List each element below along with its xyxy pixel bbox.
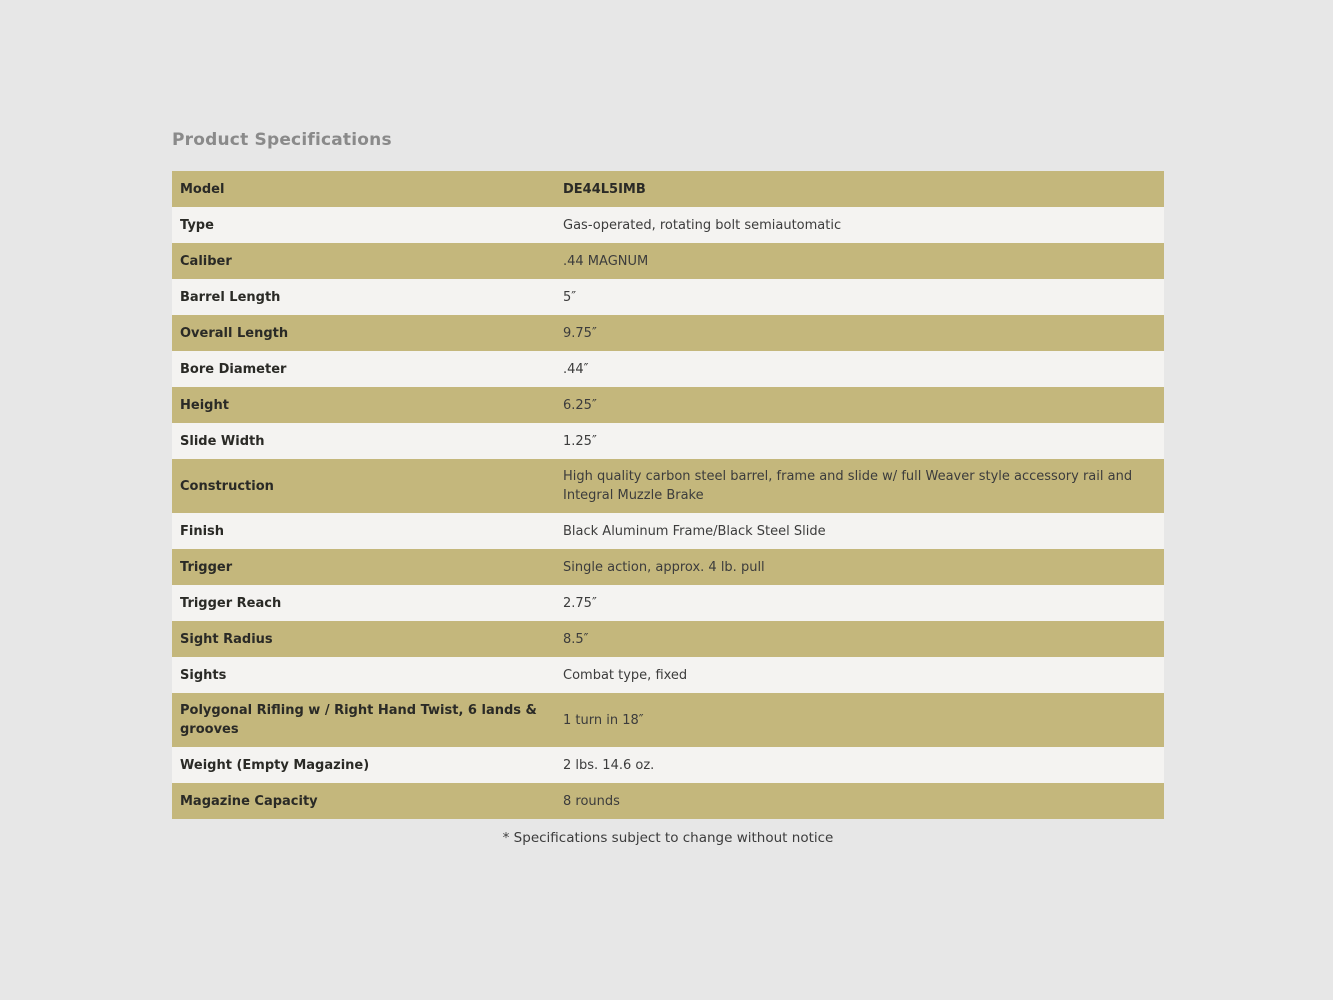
spec-row <box>172 657 1164 693</box>
spec-row <box>172 207 1164 243</box>
spec-row <box>172 171 1164 207</box>
spec-value: 1 turn in 18″ <box>563 712 644 728</box>
spec-value: Combat type, fixed <box>563 667 688 683</box>
spec-label: Type <box>180 217 214 233</box>
spec-label: Magazine Capacity <box>180 793 318 809</box>
product-specs-section <box>172 130 1164 846</box>
spec-row <box>172 693 1164 747</box>
spec-row <box>172 783 1164 819</box>
spec-value: High quality carbon steel barrel, frame and slide w/ full Weaver style accessory rail and Integral Muzzle Brake <box>563 469 1133 503</box>
spec-row <box>172 387 1164 423</box>
spec-label: Bore Diameter <box>180 361 287 377</box>
spec-row <box>172 747 1164 783</box>
spec-value: .44″ <box>563 361 589 377</box>
spec-value: 8.5″ <box>563 631 589 647</box>
spec-row <box>172 279 1164 315</box>
spec-label: Construction <box>180 478 274 494</box>
spec-label: Sight Radius <box>180 631 273 647</box>
spec-value: 6.25″ <box>563 397 597 413</box>
spec-value: 2 lbs. 14.6 oz. <box>563 757 655 773</box>
spec-value: 9.75″ <box>563 325 597 341</box>
spec-value: 5″ <box>563 289 577 305</box>
spec-row <box>172 243 1164 279</box>
spec-row <box>172 351 1164 387</box>
spec-label: Polygonal Rifling w / Right Hand Twist, 6 lands & grooves <box>180 703 537 737</box>
spec-label: Trigger Reach <box>180 595 282 611</box>
spec-row <box>172 459 1164 513</box>
spec-row <box>172 513 1164 549</box>
spec-label: Finish <box>180 523 225 539</box>
spec-label: Overall Length <box>180 325 289 341</box>
spec-label: Slide Width <box>180 433 265 449</box>
page-title: Product Specifications <box>172 130 392 150</box>
spec-row <box>172 315 1164 351</box>
spec-row <box>172 585 1164 621</box>
spec-value: .44 MAGNUM <box>563 253 649 269</box>
spec-label: Model <box>180 181 225 197</box>
spec-value: DE44L5IMB <box>563 181 646 197</box>
spec-value: 1.25″ <box>563 433 597 449</box>
spec-value: Gas-operated, rotating bolt semiautomatic <box>563 217 842 233</box>
spec-table <box>172 171 1164 819</box>
spec-label: Trigger <box>180 559 233 575</box>
spec-row <box>172 621 1164 657</box>
spec-row <box>172 423 1164 459</box>
spec-value: 8 rounds <box>563 793 620 809</box>
spec-row <box>172 549 1164 585</box>
spec-label: Sights <box>180 667 227 683</box>
spec-label: Barrel Length <box>180 289 281 305</box>
spec-label: Height <box>180 397 229 413</box>
spec-value: Black Aluminum Frame/Black Steel Slide <box>563 523 826 539</box>
spec-label: Caliber <box>180 253 232 269</box>
spec-value: Single action, approx. 4 lb. pull <box>563 559 765 575</box>
spec-value: 2.75″ <box>563 595 597 611</box>
footer-note: * Specifications subject to change without notice <box>502 830 834 846</box>
spec-label: Weight (Empty Magazine) <box>180 757 370 773</box>
